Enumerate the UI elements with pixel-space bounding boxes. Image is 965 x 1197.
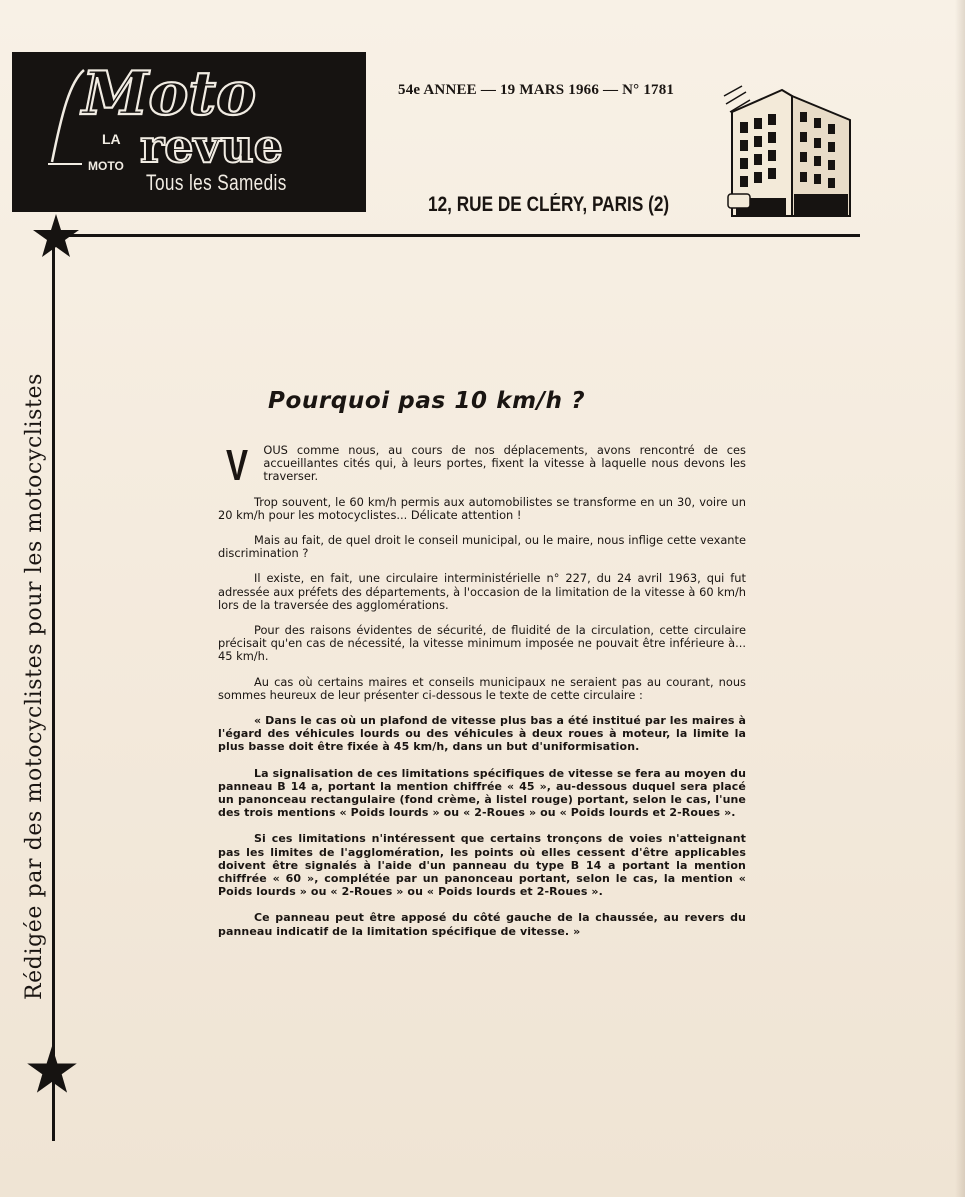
star-ornament-top	[30, 212, 82, 260]
vertical-slogan: Rédigée par des motocyclistes pour les motocyclistes	[22, 372, 47, 1000]
quoted-circular-paragraph: « Dans le cas où un plafond de vitesse plus bas a été institué par les maires à l'égard des véhicules lourds ou des véhicules à deux roues à moteur, la limite la plus basse doit être fixée à 45 km/h, dans un but d'uniformisation.	[218, 714, 746, 754]
quoted-circular-paragraph: La signalisation de ces limitations spécifiques de vitesse se fera au moyen du panneau B 14 a, portant la mention chiffrée « 45 », au-dessous duquel sera placé un panonceau rectangulaire (fond crème, à listel rouge) portant, selon le cas, l'une des trois mentions « Poids lourds » ou « 2-Roues » ou « Poids lourds et 2-Roues ».	[218, 766, 746, 820]
article-paragraph: Il existe, en fait, une circulaire interministérielle n° 227, du 24 avril 1963, qui fut adressée aux préfets des départements, à l'occasion de la limitation de la vitesse à 60 km/h lors de la traversée des agglomérations.	[218, 571, 746, 612]
header-rule	[58, 234, 860, 237]
margin-rule	[52, 246, 55, 1141]
article-paragraph: V OUS comme nous, au cours de nos déplacements, avons rencontré de ces accueillantes cités qui, à leurs portes, fixent la vitesse à laquelle nous devons les traverser.	[226, 441, 746, 490]
logo-la-text: LA	[102, 131, 121, 147]
quoted-circular-paragraph: Ce panneau peut être apposé du côté gauche de la chaussée, au revers du panneau indicatif de la limitation spécifique de vitesse. »	[218, 911, 746, 938]
star-ornament-bottom	[24, 1044, 80, 1096]
logo-moto-text: Moto	[82, 59, 257, 129]
drop-cap: V	[226, 441, 249, 490]
quoted-circular-paragraph: Si ces limitations n'intéressent que certains tronçons de voies n'atteignant pas les limites de l'agglomération, les points où elles cessent d'être applicables doivent être signalés à l'aide d'un panneau du type B 14 a portant la mention chiffrée « 60 », complétée par un panonceau portant, selon le cas, la mention « Poids lourds » ou « 2-Roues » ou « Poids lourds et 2-Roues ».	[218, 832, 746, 899]
article-paragraph: Pour des raisons évidentes de sécurité, de fluidité de la circulation, cette circulaire précisait qu'en cas de nécessité, la vitesse minimum imposée ne pouvait être inférieure à... 45 km/h.	[218, 623, 746, 664]
building-illustration	[722, 82, 866, 222]
issue-date-number: 54e ANNEE — 19 MARS 1966 — N° 1781	[398, 82, 675, 98]
article-title: Pourquoi pas 10 km/h ?	[268, 388, 586, 414]
tagline: Tous les Samedis	[146, 170, 287, 195]
publisher-address: 12, RUE DE CLÉRY, PARIS (2)	[428, 193, 670, 216]
logo-moto-small-text: MOTO	[88, 159, 124, 173]
article-body	[218, 441, 746, 951]
article-paragraph: Trop souvent, le 60 km/h permis aux automobilistes se transforme en un 30, voire un 20 km/h pour les motocyclistes... Délicate attention !	[218, 494, 746, 522]
page-edge-shadow	[955, 0, 965, 1197]
article-paragraph: Mais au fait, de quel droit le conseil municipal, ou le maire, nous inflige cette vexante discrimination ?	[218, 533, 746, 561]
article-paragraph: Au cas où certains maires et conseils municipaux ne seraient pas au courant, nous sommes heureux de leur présenter ci-dessous le texte de cette circulaire :	[218, 674, 746, 702]
logo-revue-text: revue	[140, 119, 283, 173]
